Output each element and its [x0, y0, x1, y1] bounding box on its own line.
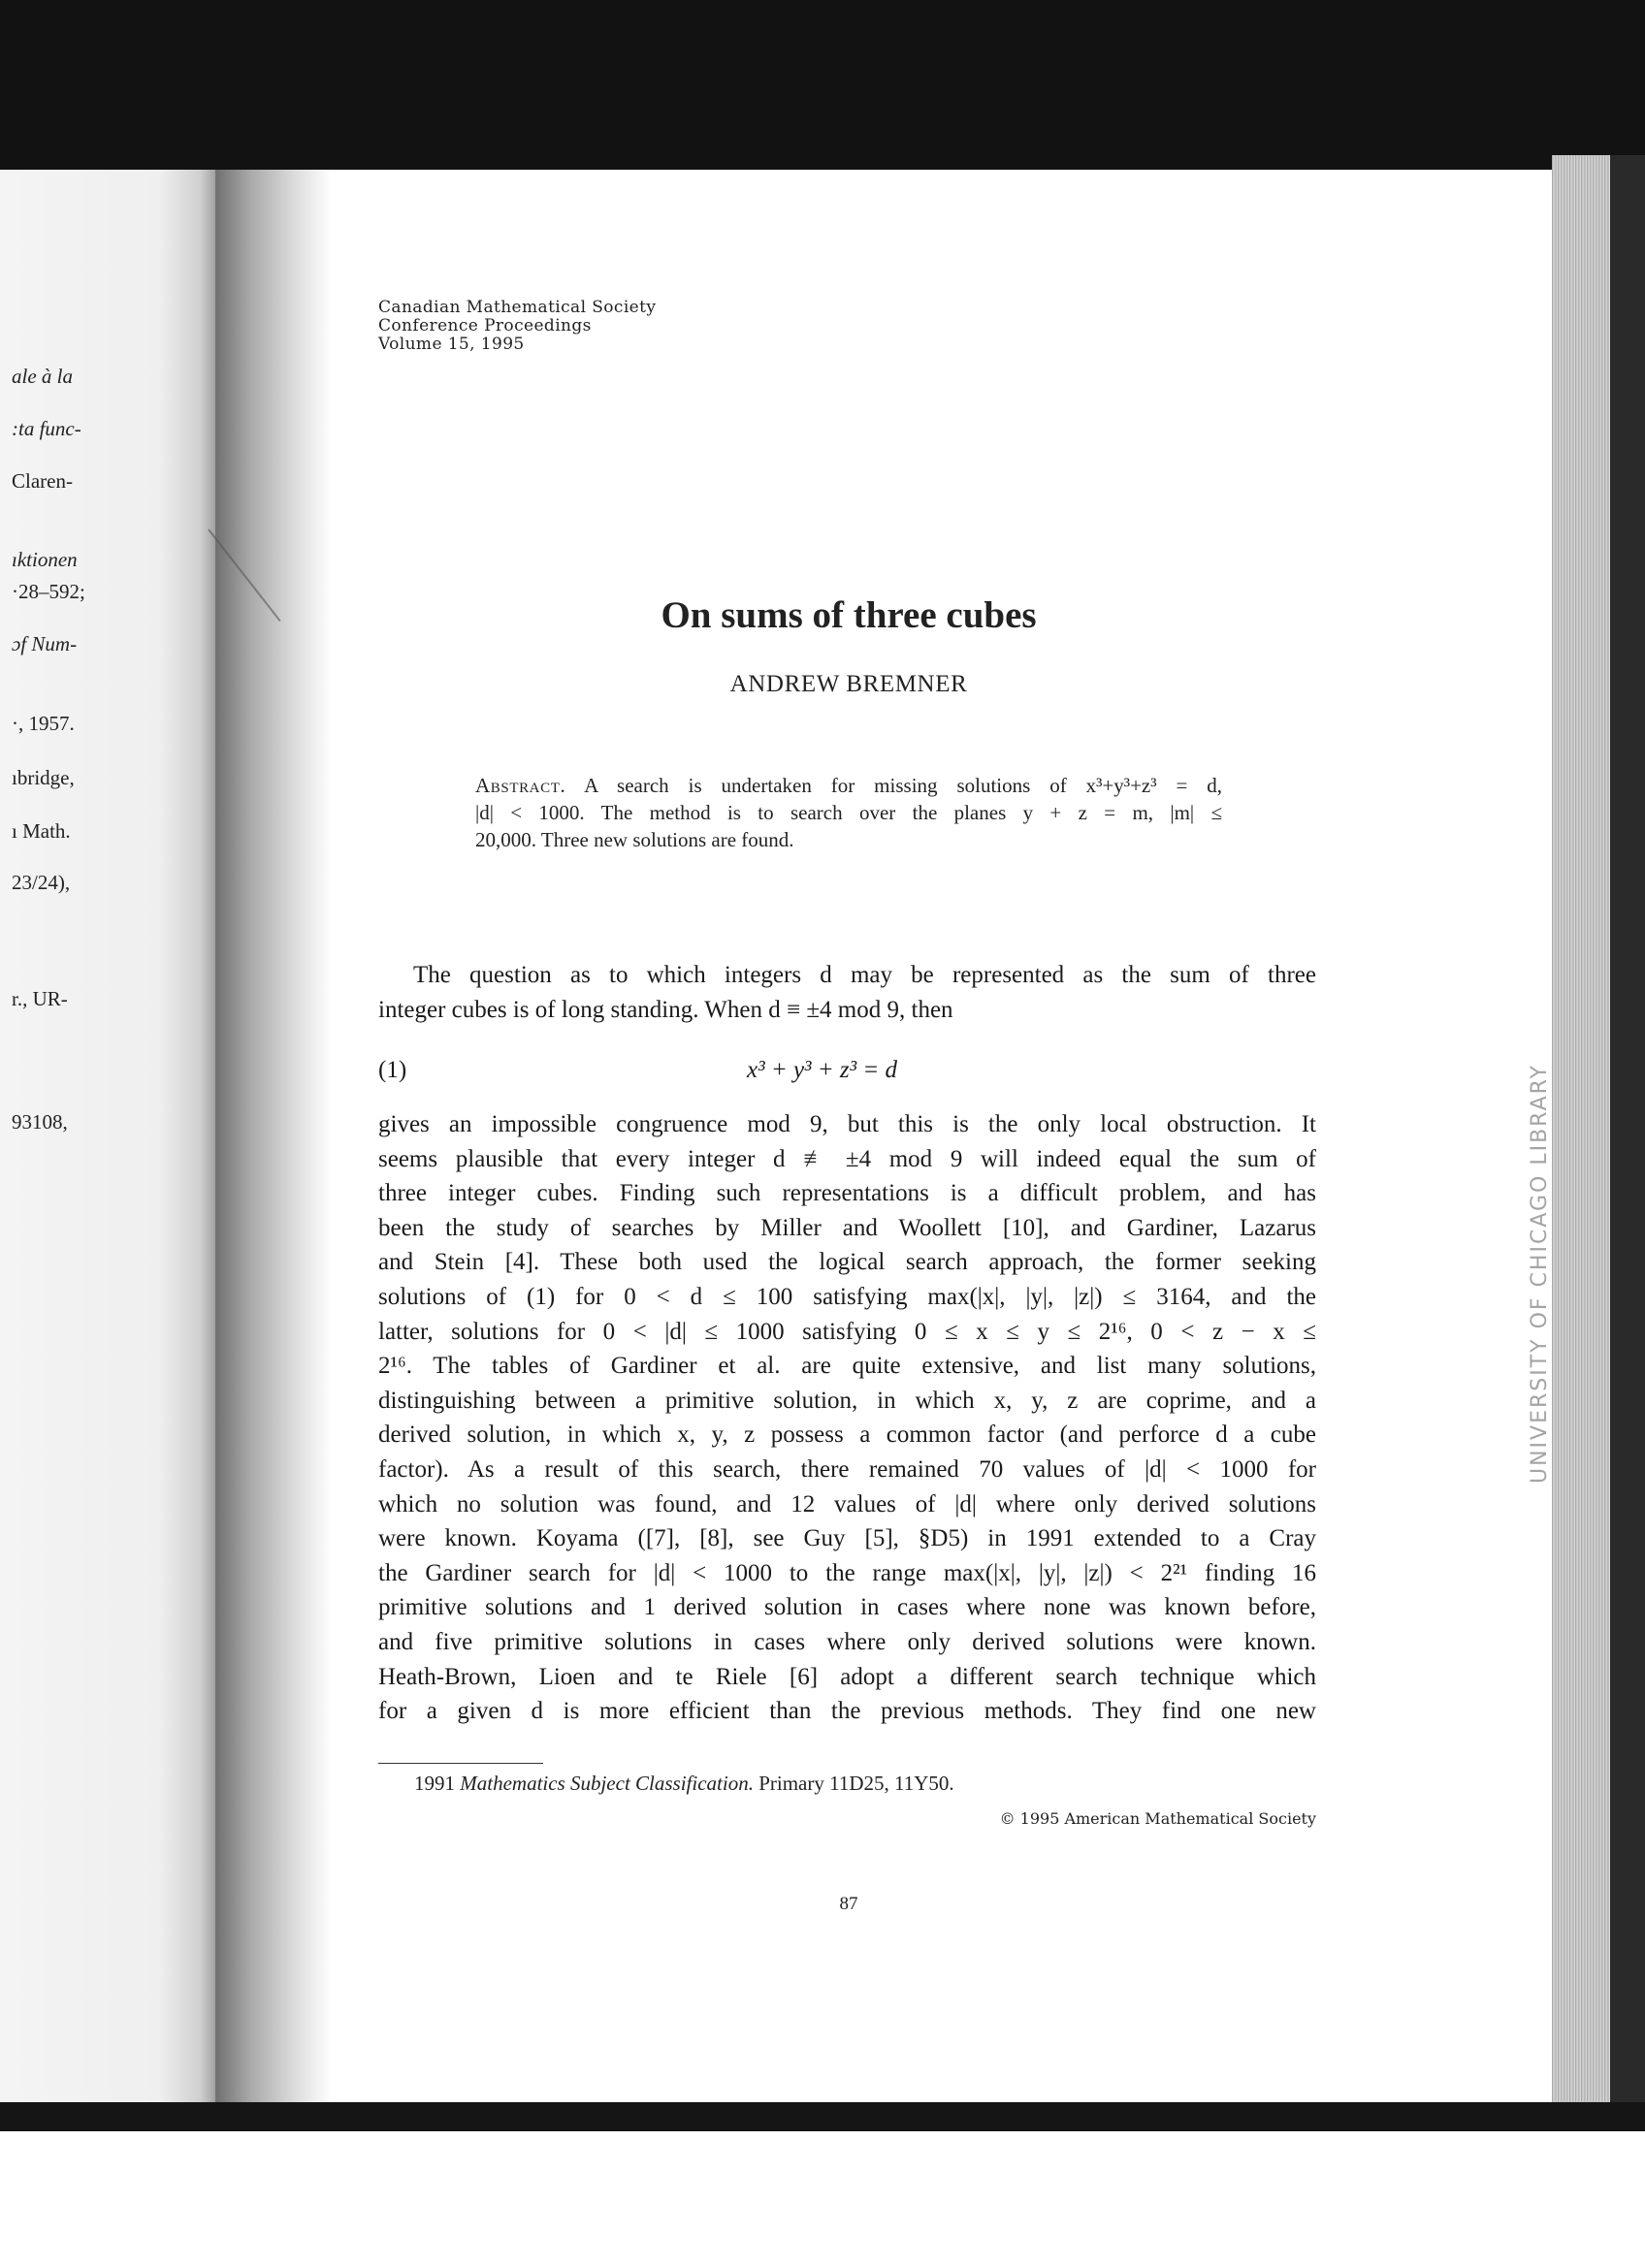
body-line: latter, solutions for 0 < |d| ≤ 1000 satisfying 0 ≤ x ≤ y ≤ 2¹⁶, 0 < z − x ≤: [378, 1319, 1316, 1345]
left-page-fragment: ·, 1957.: [12, 712, 75, 735]
library-stamp: UNIVERSITY OF CHICAGO LIBRARY: [1528, 1064, 1552, 1484]
abstract-text-1: A search is undertaken for missing solutions of x³+y³+z³ = d,: [584, 774, 1222, 797]
body-line: been the study of searches by Miller and Woollett [10], and Gardiner, Lazarus: [378, 1215, 1316, 1241]
left-page-fragment: r., UR-: [12, 987, 68, 1010]
left-page-fragment: 93108,: [12, 1110, 68, 1134]
footnote-codes: Primary 11D25, 11Y50.: [758, 1772, 954, 1795]
body-line: were known. Koyama ([7], [8], see Guy [5], §D5) in 1991 extended to a Cray: [378, 1525, 1316, 1551]
journal-name: Canadian Mathematical Society: [378, 298, 657, 317]
left-page-fragment: ıktionen: [12, 548, 78, 571]
copyright-notice: © 1995 American Mathematical Society: [999, 1809, 1316, 1828]
footnote-rule: [378, 1763, 543, 1764]
left-page-fragment: ı Math.: [12, 819, 71, 843]
paper-title: On sums of three cubes: [661, 594, 1037, 636]
scan-border-right: [1610, 155, 1645, 2102]
paper-author: ANDREW BREMNER: [729, 671, 968, 697]
body-line: for a given d is more efficient than the previous methods. They find one new: [378, 1698, 1316, 1724]
journal-volume: Volume 15, 1995: [378, 335, 525, 354]
journal-series: Conference Proceedings: [378, 316, 592, 335]
body-line: factor). As a result of this search, there remained 70 values of |d| < 1000 for: [378, 1456, 1316, 1483]
left-page-fragment: ·28–592;: [12, 580, 85, 603]
body-line: distinguishing between a primitive solution, in which x, y, z are coprime, and a: [378, 1388, 1316, 1414]
body-line: Heath-Brown, Lioen and te Riele [6] adopt a different search technique which: [378, 1664, 1316, 1690]
body-line: three integer cubes. Finding such representations is a difficult problem, and has: [378, 1180, 1316, 1206]
page-number: 87: [839, 1894, 858, 1914]
body-line: which no solution was found, and 12 values of |d| where only derived solutions: [378, 1491, 1316, 1517]
left-page-fragment: :ta func-: [12, 417, 81, 440]
body-intro-line-2: integer cubes is of long standing. When d ≡ ±4 mod 9, then: [378, 997, 953, 1023]
abstract-line-3: 20,000. Three new solutions are found.: [475, 828, 794, 851]
left-page-fragment: ale à la: [12, 365, 73, 388]
abstract-line-1: [475, 774, 1222, 798]
equation-number: (1): [378, 1057, 407, 1083]
footnote-classification: Mathematics Subject Classification.: [460, 1772, 754, 1795]
body-line: gives an impossible congruence mod 9, but this is the only local obstruction. It: [378, 1111, 1316, 1137]
body-line: and five primitive solutions in cases where only derived solutions were known.: [378, 1629, 1316, 1655]
abstract-label: Abstract.: [475, 774, 566, 797]
body-line: primitive solutions and 1 derived solution in cases where none was known before,: [378, 1594, 1316, 1620]
left-page-fragment: 23/24),: [12, 871, 71, 894]
footnote-year: 1991: [414, 1772, 455, 1795]
left-page: [0, 170, 228, 2102]
scan-border-top: [0, 0, 1645, 170]
left-page-fragment: Claren-: [12, 469, 73, 493]
page-edges: [1552, 155, 1614, 2102]
body-line: derived solution, in which x, y, z possess a common factor (and perforce d a cube: [378, 1421, 1316, 1448]
body-line: seems plausible that every integer d ≢ ±4 mod 9 will indeed equal the sum of: [378, 1146, 1316, 1172]
book-gutter: [215, 170, 332, 2102]
body-line: the Gardiner search for |d| < 1000 to the range max(|x|, |y|, |z|) < 2²¹ finding 16: [378, 1560, 1316, 1586]
body-line: 2¹⁶. The tables of Gardiner et al. are quite extensive, and list many solutions,: [378, 1353, 1316, 1379]
left-page-fragment: ɔf Num-: [12, 632, 78, 655]
equation: x³ + y³ + z³ = d: [747, 1057, 898, 1083]
body-line: solutions of (1) for 0 < d ≤ 100 satisfying max(|x|, |y|, |z|) ≤ 3164, and the: [378, 1284, 1316, 1310]
body-intro-line-1: The question as to which integers d may be represented as the sum of three: [413, 962, 1316, 988]
scan-border-bottom: [0, 2102, 1645, 2131]
abstract-line-2: |d| < 1000. The method is to search over the planes y + z = m, |m| ≤: [475, 801, 1222, 824]
footnote: [414, 1772, 954, 1796]
body-line: and Stein [4]. These both used the logical search approach, the former seeking: [378, 1249, 1316, 1275]
left-page-fragment: ıbridge,: [12, 766, 75, 789]
